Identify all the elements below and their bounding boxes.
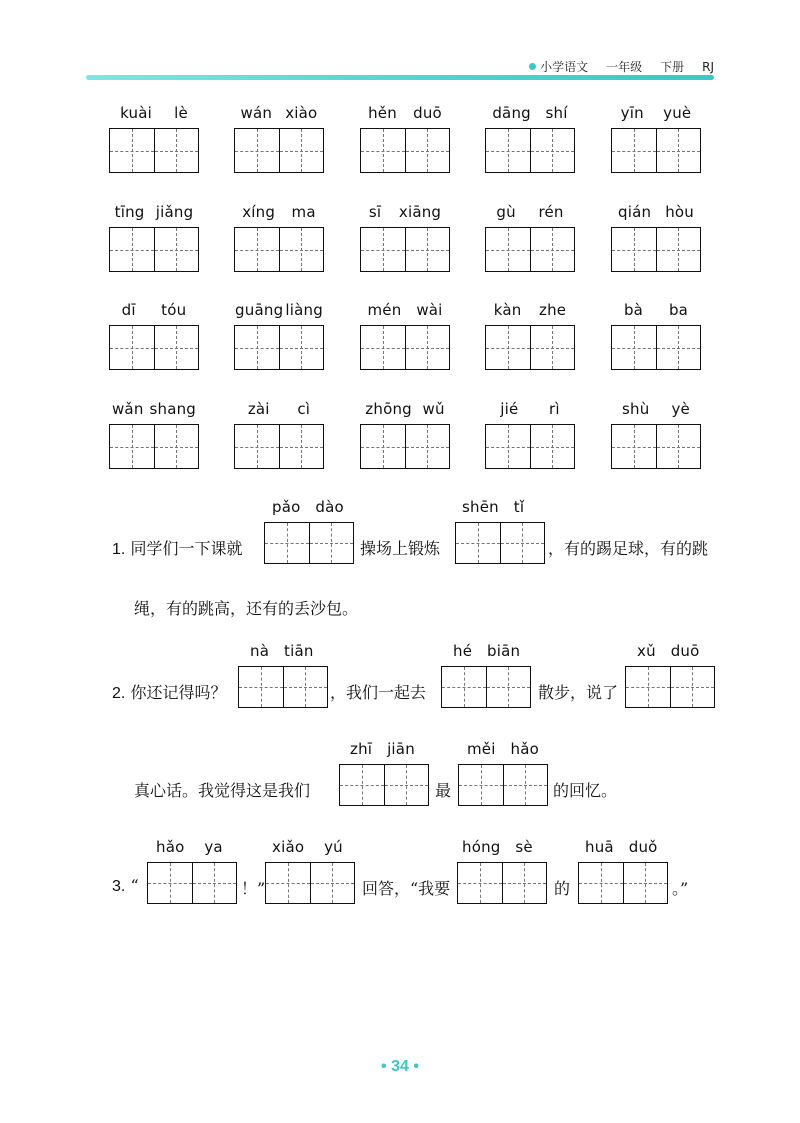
sentence-text: ！” <box>241 879 266 898</box>
pinyin-syllable: shang <box>149 400 197 418</box>
pinyin-label: hé biān <box>453 642 521 660</box>
pinyin-label <box>360 203 450 221</box>
answer-box[interactable] <box>611 424 701 469</box>
pinyin-label <box>611 203 701 221</box>
answer-box[interactable] <box>485 325 575 370</box>
pinyin-label: huā duǒ <box>585 838 658 856</box>
answer-box[interactable] <box>485 227 575 272</box>
sentence-text: ，我们一起去 <box>330 683 427 702</box>
sentence-text: 绳，有的跳高，还有的丢沙包。 <box>134 599 359 618</box>
pinyin-label <box>109 301 199 319</box>
header-subject: 小学语文 <box>540 60 589 74</box>
pinyin-syllable: guāng <box>235 301 284 319</box>
answer-box[interactable] <box>360 424 450 469</box>
pinyin-label <box>234 203 324 221</box>
pinyin-syllable: shù <box>622 400 650 418</box>
sentence-text: 散步，说了 <box>538 683 619 702</box>
pinyin-syllable: hòu <box>665 203 694 221</box>
answer-box[interactable] <box>234 424 324 469</box>
pinyin-syllable: zài <box>247 400 270 418</box>
answer-box[interactable] <box>455 522 545 564</box>
pinyin-syllable: ma <box>291 203 316 221</box>
pinyin-label <box>234 301 324 319</box>
pinyin-syllable: dī <box>121 301 136 319</box>
pinyin-syllable: xiāng <box>398 203 442 221</box>
pinyin-label: xiǎo yú <box>272 838 343 856</box>
pinyin-label <box>485 203 575 221</box>
pinyin-label <box>611 301 701 319</box>
pinyin-label: měi hǎo <box>467 740 539 758</box>
header-dot-icon <box>529 63 536 70</box>
pinyin-syllable: wán <box>240 104 273 122</box>
answer-box[interactable] <box>485 128 575 173</box>
pinyin-syllable: jié <box>500 400 519 418</box>
pinyin-syllable: bà <box>623 301 644 319</box>
answer-box[interactable] <box>441 666 531 708</box>
answer-box[interactable] <box>147 862 237 904</box>
pinyin-syllable: liàng <box>285 301 323 319</box>
pinyin-label: nà tiān <box>250 642 314 660</box>
pinyin-label: shēn tǐ <box>462 498 525 516</box>
sentence-text: 真心话。我觉得这是我们 <box>134 781 311 800</box>
pinyin-syllable: yè <box>671 400 690 418</box>
sentence-text: 。” <box>672 879 689 898</box>
sentence-text: ，有的踢足球，有的跳 <box>548 539 709 558</box>
answer-box[interactable] <box>360 227 450 272</box>
sentence-text: 回答，“我要 <box>362 879 451 898</box>
pinyin-syllable: gù <box>496 203 516 221</box>
pinyin-syllable: dāng <box>492 104 531 122</box>
pinyin-label <box>485 400 575 418</box>
pinyin-label: pǎo dào <box>272 498 344 516</box>
answer-box[interactable] <box>234 227 324 272</box>
answer-box[interactable] <box>234 325 324 370</box>
answer-box[interactable] <box>457 862 547 904</box>
pinyin-syllable: yīn <box>620 104 644 122</box>
answer-box[interactable] <box>109 227 199 272</box>
pinyin-label: zhī jiān <box>350 740 415 758</box>
pinyin-syllable: kàn <box>493 301 522 319</box>
sentence-text: 1. 同学们一下课就 <box>112 539 243 558</box>
sentence-text: 的回忆。 <box>553 781 618 800</box>
page-number: • 34 • <box>381 1058 419 1075</box>
answer-box[interactable] <box>360 325 450 370</box>
pinyin-label <box>611 400 701 418</box>
answer-box[interactable] <box>611 227 701 272</box>
pinyin-label: hǎo ya <box>156 838 223 856</box>
answer-box[interactable] <box>109 325 199 370</box>
pinyin-syllable: wǔ <box>422 400 445 418</box>
pinyin-syllable: tóu <box>161 301 187 319</box>
header-bar <box>86 75 714 80</box>
pinyin-syllable: mén <box>367 301 402 319</box>
pinyin-label <box>234 104 324 122</box>
answer-box[interactable] <box>458 764 548 806</box>
answer-box[interactable] <box>611 128 701 173</box>
pinyin-syllable: hěn <box>368 104 397 122</box>
pinyin-label <box>234 400 324 418</box>
pinyin-syllable: ba <box>668 301 689 319</box>
pinyin-label <box>109 203 199 221</box>
pinyin-syllable: kuài <box>120 104 152 122</box>
sentence-text: 3. “ <box>112 876 139 895</box>
answer-box[interactable] <box>109 424 199 469</box>
sentence-text: 操场上锻炼 <box>360 539 441 558</box>
pinyin-syllable: cì <box>297 400 311 418</box>
header-label <box>529 58 714 75</box>
pinyin-syllable: rì <box>548 400 560 418</box>
pinyin-syllable: rén <box>538 203 564 221</box>
pinyin-syllable: qián <box>618 203 652 221</box>
pinyin-syllable: yuè <box>663 104 692 122</box>
answer-box[interactable] <box>360 128 450 173</box>
answer-box[interactable] <box>234 128 324 173</box>
answer-box[interactable] <box>339 764 429 806</box>
pinyin-syllable: duō <box>413 104 442 122</box>
pinyin-syllable: jiǎng <box>155 203 194 221</box>
pinyin-syllable: xíng <box>242 203 276 221</box>
pinyin-syllable: zhōng <box>365 400 412 418</box>
pinyin-label <box>360 301 450 319</box>
pinyin-label <box>360 104 450 122</box>
answer-box[interactable] <box>265 862 355 904</box>
pinyin-syllable: wǎn <box>111 400 144 418</box>
pinyin-label <box>360 400 450 418</box>
pinyin-label <box>485 301 575 319</box>
header-grade: 一年级 <box>606 60 643 74</box>
answer-box[interactable] <box>109 128 199 173</box>
answer-box[interactable] <box>238 666 328 708</box>
sentence-text: 2. 你还记得吗？ <box>112 683 227 702</box>
pinyin-syllable: tīng <box>114 203 145 221</box>
pinyin-syllable: zhe <box>539 301 567 319</box>
pinyin-label <box>485 104 575 122</box>
answer-box[interactable] <box>264 522 354 564</box>
pinyin-label <box>109 104 199 122</box>
pinyin-syllable: shí <box>545 104 568 122</box>
pinyin-syllable: xiào <box>285 104 318 122</box>
pinyin-label: xǔ duō <box>637 642 700 660</box>
answer-box[interactable] <box>578 862 668 904</box>
header-edition: RJ <box>702 59 714 74</box>
sentence-text: 最 <box>435 781 452 800</box>
answer-box[interactable] <box>485 424 575 469</box>
header-volume: 下册 <box>660 60 685 74</box>
sentence-text: 的 <box>554 879 571 898</box>
pinyin-label <box>611 104 701 122</box>
pinyin-syllable: sī <box>368 203 382 221</box>
answer-box[interactable] <box>625 666 715 708</box>
pinyin-label <box>109 400 199 418</box>
pinyin-syllable: lè <box>174 104 188 122</box>
answer-box[interactable] <box>611 325 701 370</box>
pinyin-label: hóng sè <box>462 838 533 856</box>
pinyin-syllable: wài <box>416 301 443 319</box>
